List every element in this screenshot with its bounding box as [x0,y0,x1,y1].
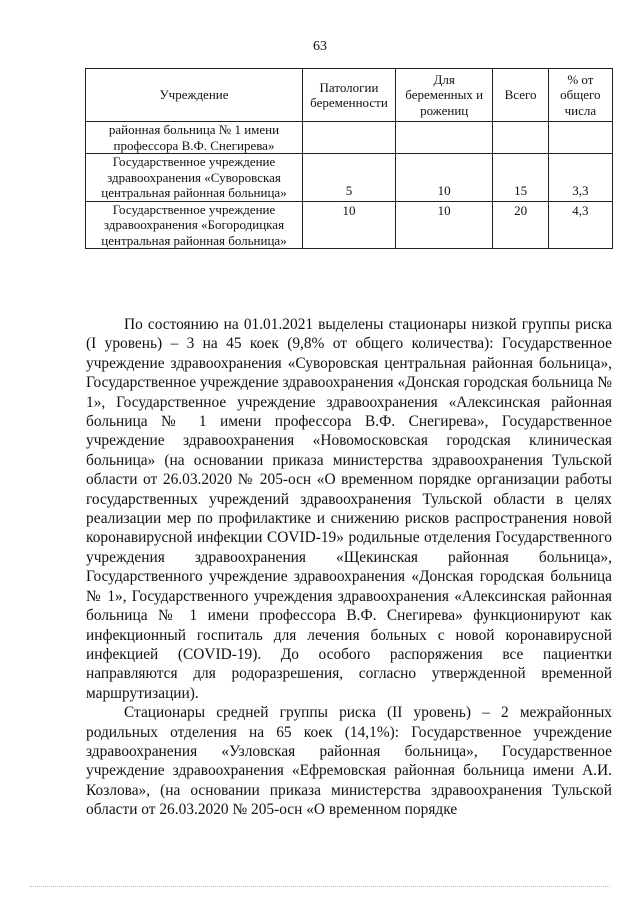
row-pregnant-value: 10 [395,201,492,249]
row-total-value [493,122,548,154]
document-body [86,315,612,820]
row-institution-name: Государственное учреждение здравоохранения «Суворовская центральная районная больница» [86,154,303,202]
header-pregnant: Для беременных и рожениц [395,69,492,122]
facility-beds-table [85,68,613,249]
row-institution-name: Государственное учреждение здравоохранения «Богородицкая центральная районная больница» [86,201,303,249]
header-percent: % от общего числа [548,69,612,122]
row-pathology-value: 10 [302,201,395,249]
row-total-value: 20 [493,201,548,249]
row-pathology-value [302,122,395,154]
row-percent-value [548,122,612,154]
row-percent-value: 4,3 [548,201,612,249]
page-number: 63 [313,39,327,54]
paragraph-low-risk: По состоянию на 01.01.2021 выделены стационары низкой группы риска (I уровень) – 3 на 45 коек (9,8% от общего количества): Государственное учреждение здравоохранения «Суворовская центральная районная больница», Государственное учреждение здравоохранения «Донская городская больница № 1», Государственное учреждение здравоохранения «Алексинская районная больница № 1 имени профессора В.Ф. Снегирева», Государственное учреждение здравоохранения «Новомосковская городская клиническая больница» (на основании приказа министерства здравоохранения Тульской области от 26.03.2020 № 205-осн «О временном порядке организации работы государственных учреждений здравоохранения Тульской области в целях реализации мер по профилактике и снижению рисков распространения новой коронавирусной инфекции COVID-19» родильные отделения Государственного учреждения здравоохранения «Щекинская районная больница», Государственного учреждение здравоохранения «Донская городская больница № 1», Государственного учреждения здравоохранения «Алексинская районная больница № 1 имени профессора В.Ф. Снегирева» функционируют как инфекционный госпиталь для лечения больных с новой коронавирусной инфекцией (COVID-19). До особого распоряжения все пациентки направляются для родоразрешения, согласно утвержденной временной маршрутизации). [86,316,612,702]
table-row [86,122,613,154]
row-percent-value: 3,3 [548,154,612,202]
row-pathology-value: 5 [302,154,395,202]
header-institution: Учреждение [86,69,303,122]
row-institution-name: районная больница № 1 имени профессора В.Ф. Снегирева» [86,122,303,154]
row-pregnant-value [395,122,492,154]
table-row [86,154,613,202]
table-header-row [86,69,613,122]
header-pathology: Патологии беременности [302,69,395,122]
header-total: Всего [493,69,548,122]
row-total-value: 15 [493,154,548,202]
scan-footer-artifact [30,886,610,890]
table-row [86,201,613,249]
row-pregnant-value: 10 [395,154,492,202]
paragraph-medium-risk: Стационары средней группы риска (II уровень) – 2 межрайонных родильных отделения на 65 коек (14,1%): Государственное учреждение здравоохранения «Узловская районная больница», Государственное учреждение здравоохранения «Ефремовская районная больница имени А.И. Козлова», (на основании приказа министерства здравоохранения Тульской области от 26.03.2020 № 205-осн «О временном порядке [86,704,612,819]
